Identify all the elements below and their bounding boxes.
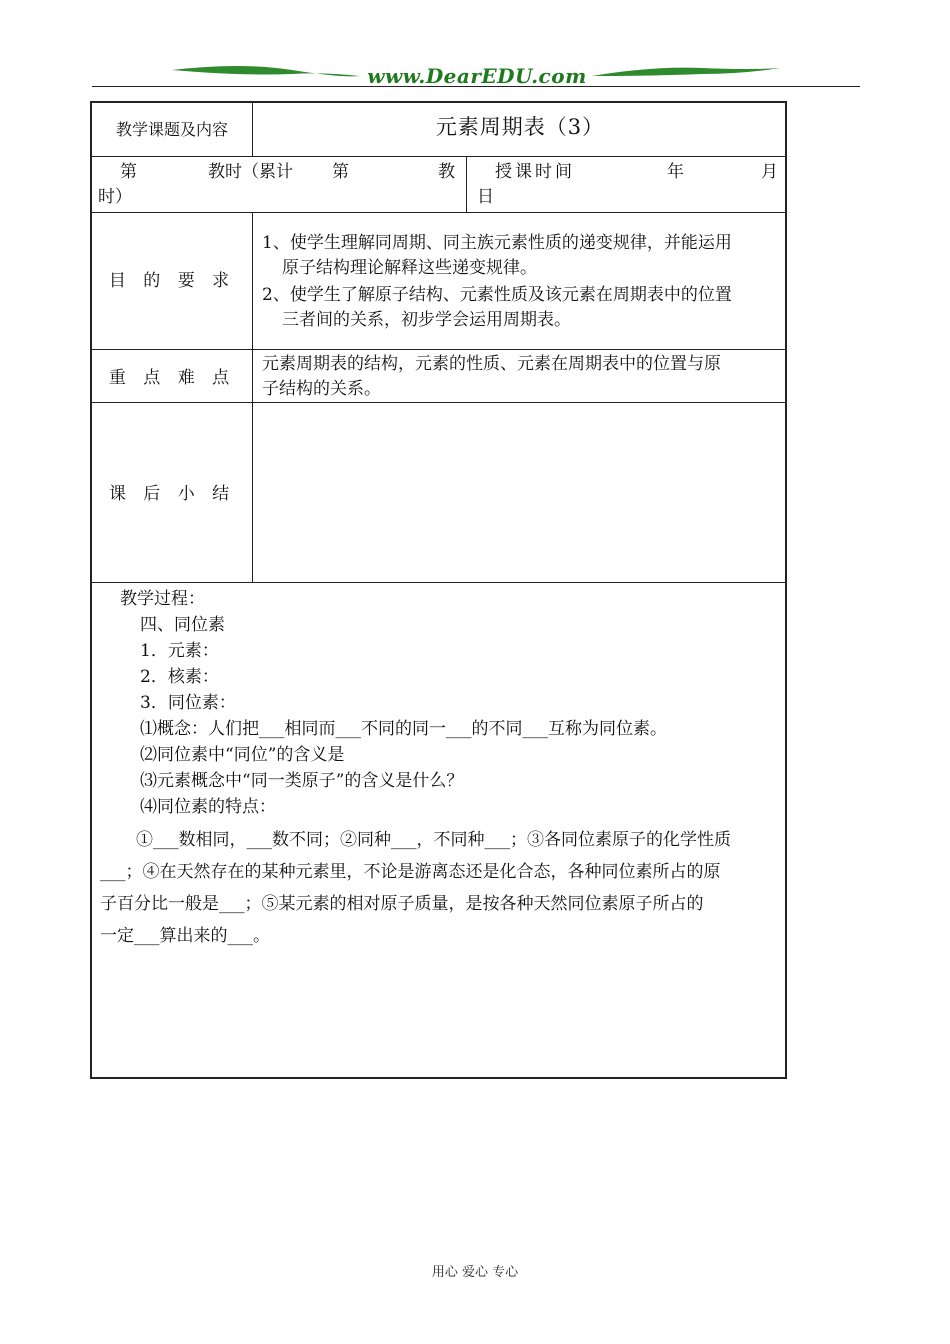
lesson-count-label: 时） — [98, 187, 132, 207]
process-line: 2．核素： — [140, 667, 219, 687]
objective-line: 原子结构理论解释这些递变规律。 — [282, 258, 537, 278]
objective-line: 三者间的关系，初步学会运用周期表。 — [282, 310, 571, 330]
key-points-text — [262, 352, 786, 402]
col-divider — [466, 156, 467, 212]
page-footer: 用心 爱心 专心 — [431, 1265, 519, 1280]
process-line: 3．同位素： — [140, 693, 236, 713]
objective-item-2 — [262, 283, 786, 333]
year-label: 年 — [667, 162, 684, 182]
row-divider — [92, 212, 787, 213]
lesson-count-label: 第 — [120, 162, 137, 182]
day-label: 日 — [477, 187, 494, 207]
features-line: ①___数相同，___数不同；②同种___，不同种___；③各同位素原子的化学性质 — [136, 830, 731, 850]
lesson-plan-table — [90, 101, 787, 1079]
features-line: 一定___算出来的___。 — [100, 926, 270, 946]
process-line: 1．元素： — [140, 641, 219, 661]
col-divider — [252, 212, 253, 582]
lesson-title: 元素周期表（3） — [435, 115, 605, 139]
row-divider — [92, 156, 787, 157]
row-divider — [92, 582, 787, 583]
class-time-label: 授课时间 — [495, 162, 575, 182]
objective-item-1 — [262, 231, 786, 281]
objective-line: 2、使学生了解原子结构、元素性质及该元素在周期表中的位置 — [262, 285, 732, 305]
month-label: 月 — [761, 162, 778, 182]
features-paragraph — [92, 824, 785, 952]
process-heading: 教学过程： — [120, 589, 205, 609]
row-divider — [92, 349, 787, 350]
objective-line: 1、使学生理解同周期、同主族元素性质的递变规律，并能运用 — [262, 233, 732, 253]
process-line: ⑷同位素的特点： — [140, 797, 276, 817]
process-line: ⑴概念：人们把___相同而___不同的同一___的不同___互称为同位素。 — [140, 719, 667, 739]
key-points-label: 重 点 难 点 — [108, 368, 236, 388]
process-line: ⑵同位素中“同位”的含义是 — [140, 745, 345, 765]
teaching-process — [92, 586, 785, 820]
lesson-count-label: 教 — [438, 162, 455, 182]
header-divider — [92, 86, 860, 87]
row-divider — [92, 402, 787, 403]
topic-label: 教学课题及内容 — [115, 120, 228, 139]
features-line: ___；④在天然存在的某种元素里，不论是游离态还是化合态，各种同位素所占的原 — [100, 862, 721, 882]
lesson-count-label: 第 — [332, 162, 349, 182]
summary-label: 课 后 小 结 — [108, 484, 236, 504]
features-line: 子百分比一般是___；⑤某元素的相对原子质量，是按各种天然同位素原子所占的 — [100, 894, 704, 914]
summary-content — [262, 413, 782, 573]
key-points-line: 子结构的关系。 — [262, 379, 381, 399]
lesson-count-label: 教时（累计 — [208, 162, 293, 182]
objectives-label: 目 的 要 求 — [108, 271, 236, 291]
key-points-line: 元素周期表的结构，元素的性质、元素在周期表中的位置与原 — [262, 354, 721, 374]
site-logo-text[interactable]: www.DearEDU.com — [367, 64, 587, 88]
process-line: ⑶元素概念中“同一类原子”的含义是什么？ — [140, 771, 464, 791]
section-heading: 四、同位素 — [140, 615, 225, 635]
